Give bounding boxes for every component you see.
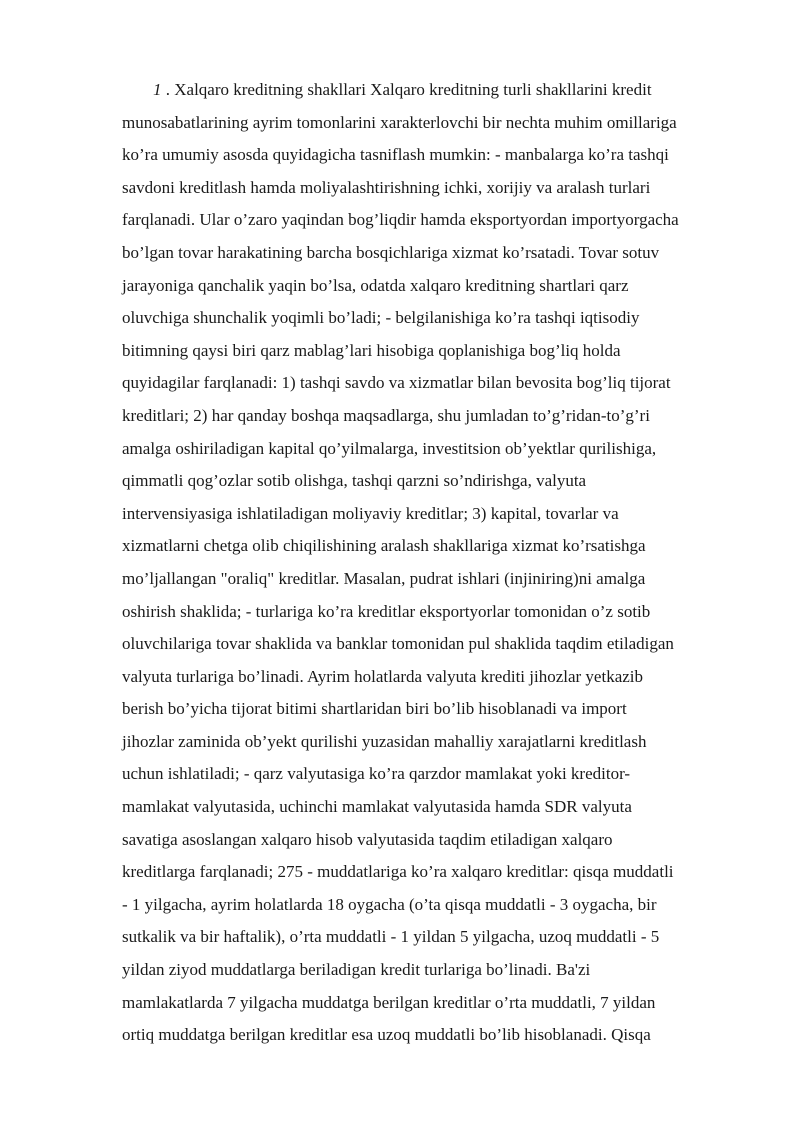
text-line: bitimning qaysi biri qarz mablag’lari hisobiga qoplanishiga bog’liq holda [122,340,621,360]
first-line [122,74,742,107]
text-line: mamlakatlarda 7 yilgacha muddatga berilgan kreditlar o’rta muddatli, 7 yildan [122,992,656,1012]
text-line: intervensiyasiga ishlatiladigan moliyaviy kreditlar; 3) kapital, tovarlar va [122,503,619,523]
text-line: qimmatli qog’ozlar sotib olishga, tashqi qarzni so’ndirishga, valyuta [122,471,587,491]
text-line: kreditlarga farqlanadi; 275 - muddatlariga ko’ra xalqaro kreditlar: qisqa muddatli [122,862,674,882]
text-line: berish bo’yicha tijorat bitimi shartlaridan biri bo’lib hisoblanadi va import [122,699,627,719]
text-line: mo’ljallangan "oraliq" kreditlar. Masalan, pudrat ishlari (injiniring)ni amalga [122,568,646,588]
text-line: valyuta turlariga bo’linadi. Ayrim holatlarda valyuta krediti jihozlar yetkazib [122,666,644,686]
text-line: - 1 yilgacha, ayrim holatlarda 18 oygacha (o’ta qisqa muddatli - 3 oygacha, bir [122,894,657,914]
text-line: yildan ziyod muddatlarga beriladigan kredit turlariga bo’linadi. Ba'zi [122,960,591,980]
first-line-text: . Xalqaro kreditning shakllari Xalqaro kreditning turli shakllarini kredit [161,80,652,99]
text-line: farqlanadi. Ular o’zaro yaqindan bog’liqdir hamda eksportyordan importyorgacha [122,210,679,230]
text-line: munosabatlarining ayrim tomonlarini xarakterlovchi bir nechta muhim omillariga [122,112,677,132]
text-line: oluvchiga shunchalik yoqimli bo’ladi; - belgilanishiga ko’ra tashqi iqtisodiy [122,308,640,328]
text-line: bo’lgan tovar harakatining barcha bosqichlariga xizmat ko’rsatadi. Tovar sotuv [122,242,660,262]
text-line: jihozlar zaminida ob’yekt qurilishi yuzasidan mahalliy xarajatlarni kreditlash [122,731,647,751]
text-line: jarayoniga qanchalik yaqin bo’lsa, odatda xalqaro kreditning shartlari qarz [122,275,629,295]
text-line: sutkalik va bir haftalik), o’rta muddatli - 1 yildan 5 yilgacha, uzoq muddatli - 5 [122,927,660,947]
text-line: quyidagilar farqlanadi: 1) tashqi savdo va xizmatlar bilan bevosita bog’liq tijorat [122,373,671,393]
text-line: oshirish shaklida; - turlariga ko’ra kreditlar eksportyorlar tomonidan o’z sotib [122,601,651,621]
text-line: ortiq muddatga berilgan kreditlar esa uzoq muddatli bo’lib hisoblanadi. Qisqa [122,1025,651,1045]
text-line: kreditlari; 2) har qanday boshqa maqsadlarga, shu jumladan to’g’ridan-to’g’ri [122,405,650,425]
text-line: amalga oshiriladigan kapital qo’yilmalarga, investitsion ob’yektlar qurilishiga, [122,438,657,458]
text-line: ko’ra umumiy asosda quyidagicha tasniflash mumkin: - manbalarga ko’ra tashqi [122,145,669,165]
text-line: uchun ishlatiladi; - qarz valyutasiga ko’ra qarzdor mamlakat yoki kreditor- [122,764,631,784]
body-text [122,74,742,1052]
text-line: savdoni kreditlash hamda moliyalashtirishning ichki, xorijiy va aralash turlari [122,177,651,197]
text-line: savatiga asoslangan xalqaro hisob valyutasida taqdim etiladigan xalqaro [122,829,613,849]
text-line: oluvchilariga tovar shaklida va banklar tomonidan pul shaklida taqdim etiladigan [122,634,674,654]
section-number: 1 [153,80,162,99]
text-line: mamlakat valyutasida, uchinchi mamlakat valyutasida hamda SDR valyuta [122,797,632,817]
text-line: xizmatlarni chetga olib chiqilishining aralash shakllariga xizmat ko’rsatishga [122,536,646,556]
